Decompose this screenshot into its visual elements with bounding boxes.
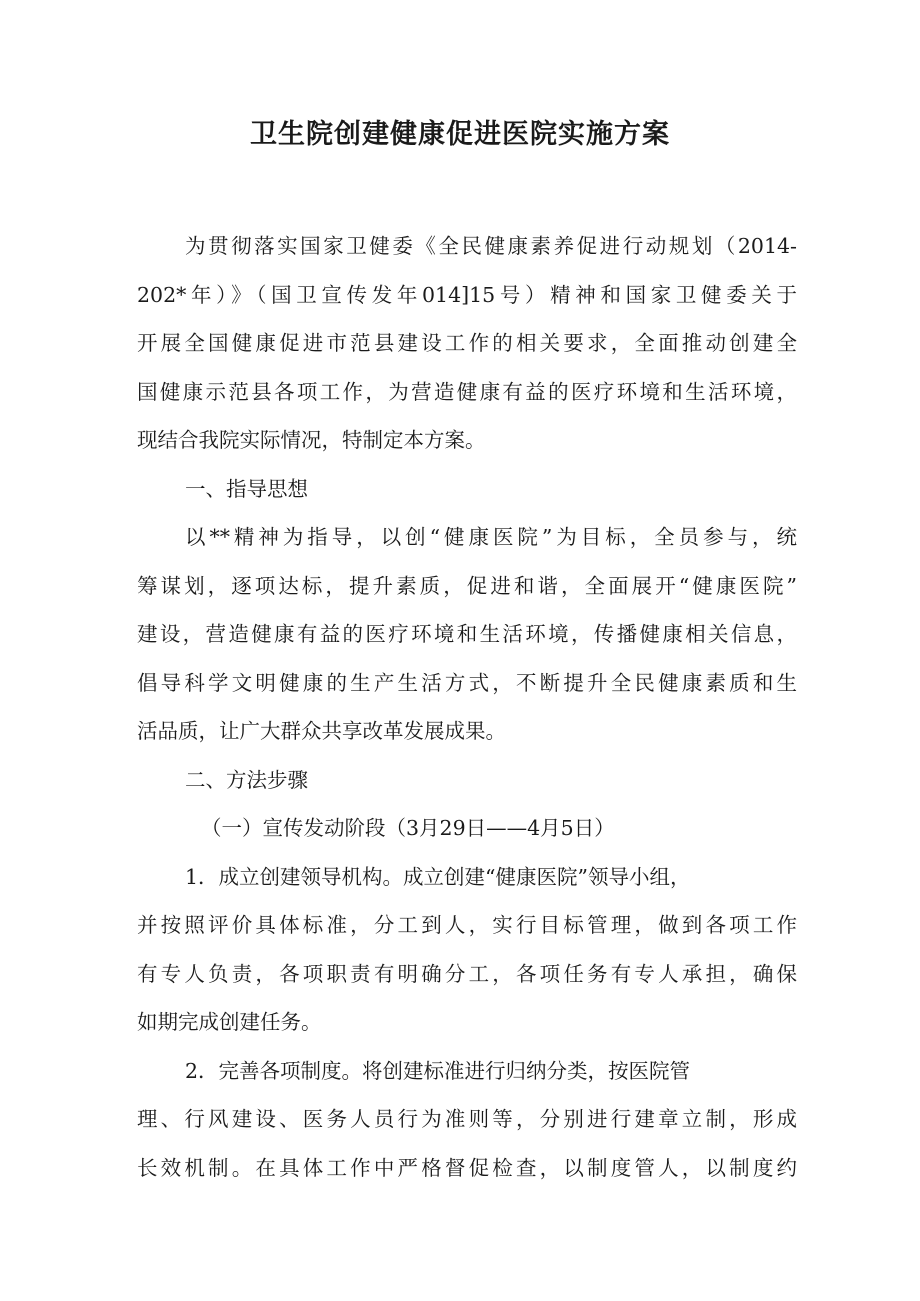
- paragraph-line: 现结合我院实际情况，特制定本方案。: [137, 428, 486, 452]
- paragraph-line: 并按照评价具体标准，分工到人，实行目标管理，做到各项工作: [137, 913, 797, 937]
- paragraph-line: 倡导科学文明健康的生产生活方式，不断提升全民健康素质和生: [137, 670, 797, 695]
- paragraph-line: 一、指导思想: [185, 476, 308, 501]
- paragraph-line: 长效机制。在具体工作中严格督促检查，以制度管人，以制度约: [137, 1155, 797, 1180]
- paragraph-line: 二、方法步骤: [185, 767, 308, 792]
- document-title: 卫生院创建健康促进医院实施方案: [250, 119, 670, 150]
- document-body: [137, 222, 797, 1192]
- paragraph-line: 国健康示范县各项工作，为营造健康有益的医疗环境和生活环境，: [137, 379, 797, 404]
- paragraph-line: 2．完善各项制度。将创建标准进行归纳分类，按医院管: [185, 1058, 691, 1083]
- paragraph-line: 建设，营造健康有益的医疗环境和生活环境，传播健康相关信息，: [137, 622, 797, 646]
- paragraph-line: 202*年）》（国卫宣传发年014]15号）精神和国家卫健委关于: [137, 282, 797, 307]
- paragraph-line: 有专人负责，各项职责有明确分工，各项任务有专人承担，确保: [137, 961, 797, 986]
- paragraph-line: （一）宣传发动阶段（3月29日——4月5日）: [201, 816, 615, 840]
- paragraph-line: 以**精神为指导，以创“健康医院”为目标，全员参与，统: [185, 525, 797, 549]
- paragraph-line: 活品质，让广大群众共享改革发展成果。: [137, 719, 506, 743]
- paragraph-line: 如期完成创建任务。: [137, 1010, 322, 1034]
- paragraph-line: 1．成立创建领导机构。成立创建“健康医院”领导小组，: [185, 864, 691, 889]
- paragraph-line: 筹谋划，逐项达标，提升素质，促进和谐，全面展开“健康医院”: [137, 573, 797, 598]
- paragraph-line: 为贯彻落实国家卫健委《全民健康素养促进行动规划（2014-: [185, 234, 797, 258]
- paragraph-line: 开展全国健康促进市范县建设工作的相关要求，全面推动创建全: [137, 331, 797, 355]
- paragraph-line: 理、行风建设、医务人员行为准则等，分别进行建章立制，形成: [137, 1107, 797, 1131]
